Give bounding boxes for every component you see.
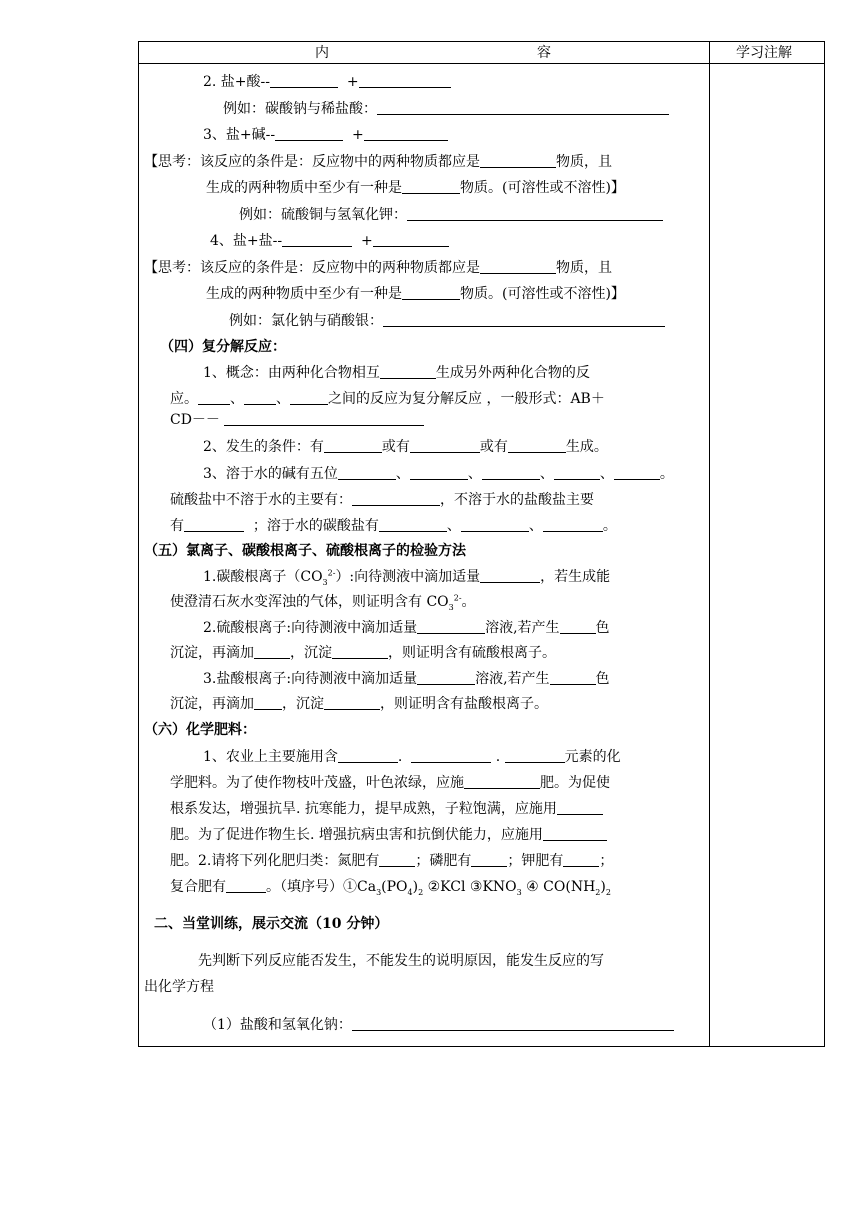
line-exercise-1: （1）盐酸和氢氧化钠： bbox=[203, 1015, 674, 1035]
line-chloride-test-2: 沉淀，再滴加 ，沉淀 ，则证明含有盐酸根离子。 bbox=[170, 696, 548, 712]
line-concept-3: CD－－ bbox=[170, 410, 424, 430]
section-4-heading: （四）复分解反应： bbox=[160, 339, 286, 355]
line-salt-salt: 4、盐+盐-- + bbox=[210, 231, 449, 251]
line-example-1: 例如：碳酸钠与稀盐酸： bbox=[223, 99, 669, 119]
line-think-1b: 生成的两种物质中至少有一种是 物质。(可溶性或不溶性)】 bbox=[206, 180, 625, 196]
line-carbonate-test: 1.碳酸根离子$(CO_3^{2-})$:向待测液中滴加适量 ，若生成能 bbox=[203, 568, 611, 587]
line-fertilizer-1: 1、农业上主要施用含 . . 元素的化 bbox=[203, 749, 621, 765]
section-5-heading: （五）氯离子、碳酸根离子、硫酸根离子的检验方法 bbox=[144, 543, 466, 559]
line-concept: 1、概念：由两种化合物相互 生成另外两种化合物的反 bbox=[203, 365, 590, 381]
line-fertilizer-4: 肥。为了促进作物生长. 增强抗病虫害和抗倒伏能力，应施用 bbox=[170, 825, 607, 845]
line-sulfates: 硫酸盐中不溶于水的主要有： ，不溶于水的盐酸盐主要 bbox=[170, 492, 594, 508]
line-bases: 3、溶于水的碱有五位 、 、 、 、 。 bbox=[203, 466, 674, 482]
line-salt-acid: 2. 盐+酸-- + bbox=[203, 72, 451, 92]
line-example-3: 例如：氯化钠与硝酸银： bbox=[229, 311, 665, 331]
line-salt-base: 3、盐+碱-- + bbox=[203, 125, 448, 145]
line-fertilizer-3: 根系发达，增强抗旱. 抗寒能力，提早成熟，子粒饱满，应施用 bbox=[170, 799, 603, 819]
line-carbonate-test-2: 使澄清石灰水变浑浊的气体，则证明含有 $CO_3^{2-}$。 bbox=[170, 593, 476, 612]
line-fertilizer-6: 复合肥有 。（填序号）$①Ca_3(PO_4)_2$ ②KCl $③KNO_3$ ④ $CO(NH_2)_2$ bbox=[170, 879, 611, 897]
section-2-heading: 二、当堂训练，展示交流（10 分钟） bbox=[154, 916, 389, 932]
line-sulfate-test-2: 沉淀，再滴加 ，沉淀 ，则证明含有硫酸根离子。 bbox=[170, 645, 556, 661]
header-content-a: 内 bbox=[315, 45, 329, 61]
line-think-2a: 【思考：该反应的条件是：反应物中的两种物质都应是 物质，且 bbox=[144, 260, 612, 276]
line-example-2: 例如：硫酸铜与氢氧化钾： bbox=[239, 205, 663, 225]
section-6-heading: （六）化学肥料： bbox=[144, 722, 256, 738]
header-divider bbox=[138, 63, 825, 64]
line-conditions: 2、发生的条件：有 或有 或有 生成。 bbox=[203, 439, 608, 455]
column-divider bbox=[709, 41, 710, 1047]
header-content-b: 容 bbox=[537, 45, 551, 61]
line-fertilizer-2: 学肥料。为了使作物枝叶茂盛，叶色浓绿，应施 肥。为促使 bbox=[170, 775, 610, 791]
line-exercise-intro-2: 出化学方程 bbox=[144, 979, 214, 995]
line-fertilizer-5: 肥。2.请将下列化肥归类：氮肥有 ；磷肥有 ；钾肥有 ； bbox=[170, 853, 614, 869]
line-sulfate-test: 2.硫酸根离子:向待测液中滴加适量 溶液,若产生 色 bbox=[203, 620, 610, 636]
line-exercise-intro: 先判断下列反应能否发生，不能发生的说明原因，能发生反应的写 bbox=[198, 953, 604, 969]
line-think-2b: 生成的两种物质中至少有一种是 物质。(可溶性或不溶性)】 bbox=[206, 286, 625, 302]
header-notes: 学习注解 bbox=[736, 45, 792, 61]
line-carbonates: 有 ；溶于水的碳酸盐有 、 、 。 bbox=[170, 518, 617, 534]
line-concept-2: 应。 、 、 之间的反应为复分解反应 ，一般形式：AB＋ bbox=[170, 391, 605, 407]
line-chloride-test: 3.盐酸根离子:向待测液中滴加适量 溶液,若产生 色 bbox=[203, 671, 610, 687]
line-think-1a: 【思考：该反应的条件是：反应物中的两种物质都应是 物质，且 bbox=[144, 154, 612, 170]
